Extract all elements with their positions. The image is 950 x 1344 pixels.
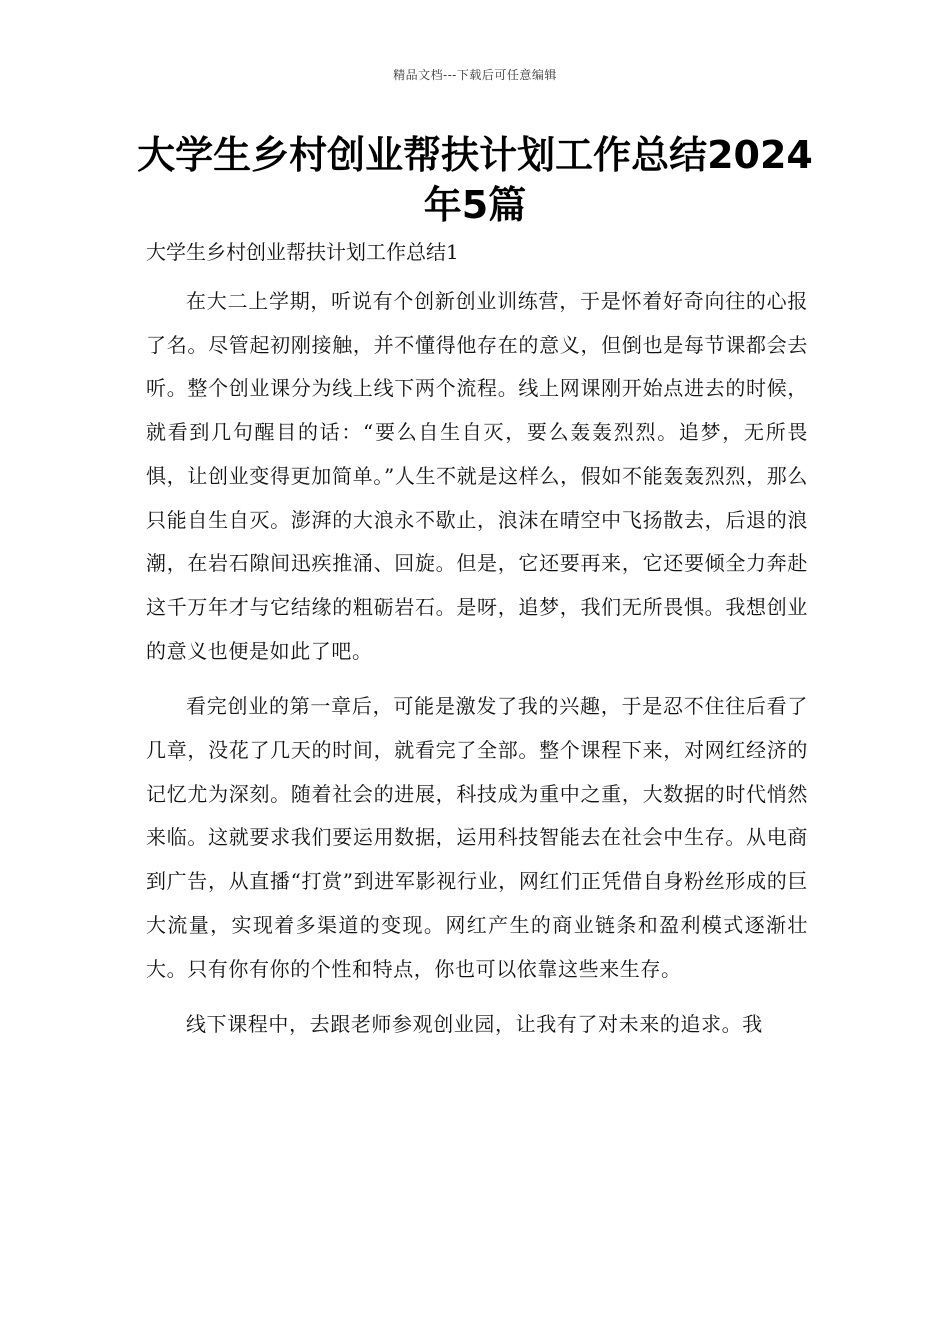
body-text — [146, 280, 808, 1059]
paragraph-1: 在大二上学期，听说有个创新创业训练营，于是怀着好奇向往的心报了名。尽管起初刚接触，并不懂得他存在的意义，但倒也是每节课都会去听。整个创业课分为线上线下两个流程。线上网课刚开始点进去的时候，就看到几句醒目的话：“要么自生自灭，要么轰轰烈烈。追梦，无所畏惧，让创业变得更加简单。”人生不就是这样么，假如不能轰轰烈烈，那么只能自生自灭。澎湃的大浪永不歇止，浪沫在晴空中飞扬散去，后退的浪潮，在岩石隙间迅疾推涌、回旋。但是，它还要再来，它还要倾全力奔赴这千万年才与它结缘的粗砺岩石。是呀，追梦，我们无所畏惧。我想创业的意义也便是如此了吧。 — [146, 289, 808, 663]
section-heading: 大学生乡村创业帮扶计划工作总结1 — [146, 240, 459, 264]
document-title: 大学生乡村创业帮扶计划工作总结2024年5篇 — [137, 133, 813, 227]
paragraph-3: 线下课程中，去跟老师参观创业园，让我有了对未来的追求。我 — [186, 1012, 763, 1037]
paragraph-2: 看完创业的第一章后，可能是激发了我的兴趣，于是忍不住往后看了几章，没花了几天的时间，就看完了全部。整个课程下来，对网红经济的记忆尤为深刻。随着社会的进展，科技成为重中之重，大数据的时代悄然来临。这就要求我们要运用数据，运用科技智能去在社会中生存。从电商到广告，从直播“打赏”到进军影视行业，网红们正凭借自身粉丝形成的巨大流量，实现着多渠道的变现。网红产生的商业链条和盈利模式逐渐壮大。只有你有你的个性和特点，你也可以依靠这些来生存。 — [146, 694, 808, 981]
header-note: 精品文档---下载后可任意编辑 — [393, 68, 557, 82]
